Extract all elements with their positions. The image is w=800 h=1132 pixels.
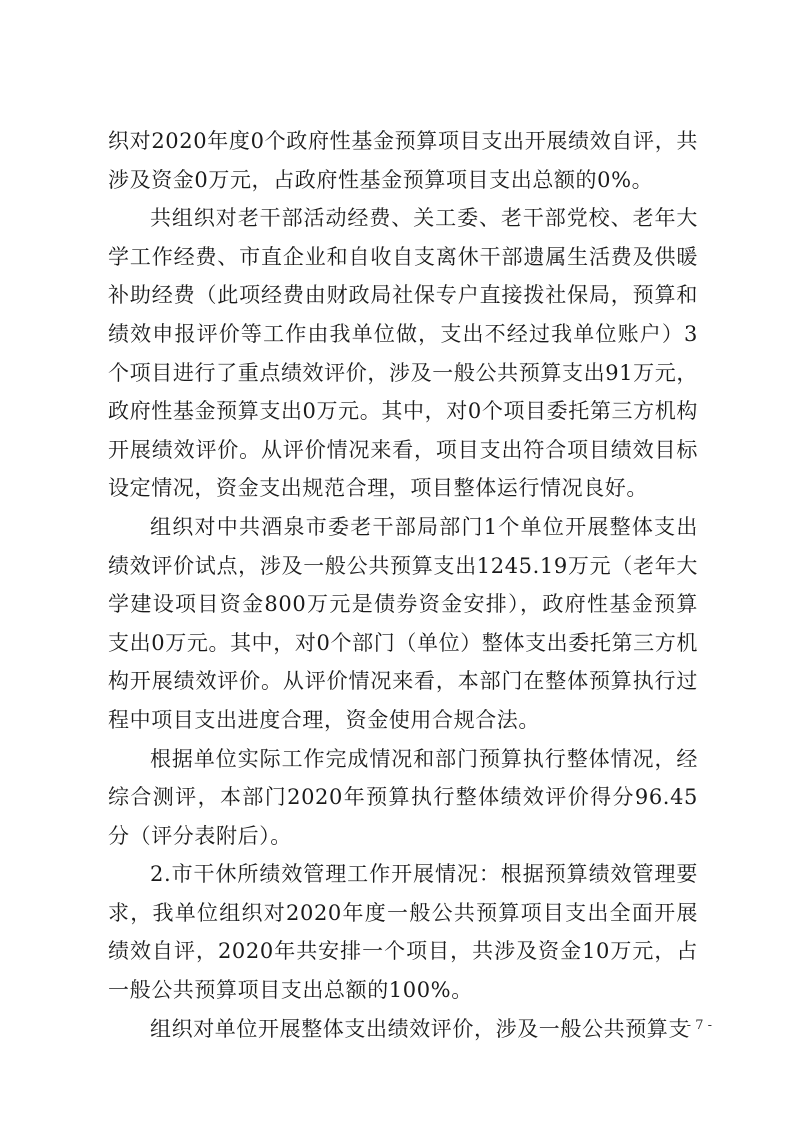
document-body bbox=[108, 122, 698, 1048]
paragraph-unit-evaluation: 组织对单位开展整体支出绩效评价，涉及一般公共预算支 bbox=[150, 1016, 690, 1041]
paragraph-retirement-office: 2.市干休所绩效管理工作开展情况：根据预算绩效管理要求，我单位组织对2020年度一般公共预算项目支出全面开展绩效自评，2020年共安排一个项目，共涉及资金10万元，占一般公共预算项目支出总额的100%。 bbox=[108, 862, 698, 1003]
paragraph-overall-evaluation: 组织对中共酒泉市委老干部局部门1个单位开展整体支出绩效评价试点，涉及一般公共预算支出1245.19万元（老年大学建设项目资金800万元是债券资金安排），政府性基金预算支出0万元。其中，对0个部门（单位）整体支出委托第三方机构开展绩效评价。从评价情况来看，本部门在整体预算执行过程中项目支出进度合理，资金使用合规合法。 bbox=[108, 514, 698, 732]
paragraph-score: 根据单位实际工作完成情况和部门预算执行整体情况，经综合测评，本部门2020年预算执行整体绩效评价得分96.45分（评分表附后）。 bbox=[108, 746, 698, 848]
page-number: - 7 - bbox=[686, 1018, 712, 1033]
paragraph-key-evaluation: 共组织对老干部活动经费、关工委、老干部党校、老年大学工作经费、市直企业和自收自支离休干部遗属生活费及供暖补助经费（此项经费由财政局社保专户直接拨社保局，预算和绩效申报评价等工作由我单位做，支出不经过我单位账户）3个项目进行了重点绩效评价，涉及一般公共预算支出91万元，政府性基金预算支出0万元。其中，对0个项目委托第三方机构开展绩效评价。从评价情况来看，项目支出符合项目绩效目标设定情况，资金支出规范合理，项目整体运行情况良好。 bbox=[108, 206, 698, 501]
paragraph-continuation: 织对2020年度0个政府性基金预算项目支出开展绩效自评，共涉及资金0万元，占政府性基金预算项目支出总额的0%。 bbox=[108, 129, 698, 192]
